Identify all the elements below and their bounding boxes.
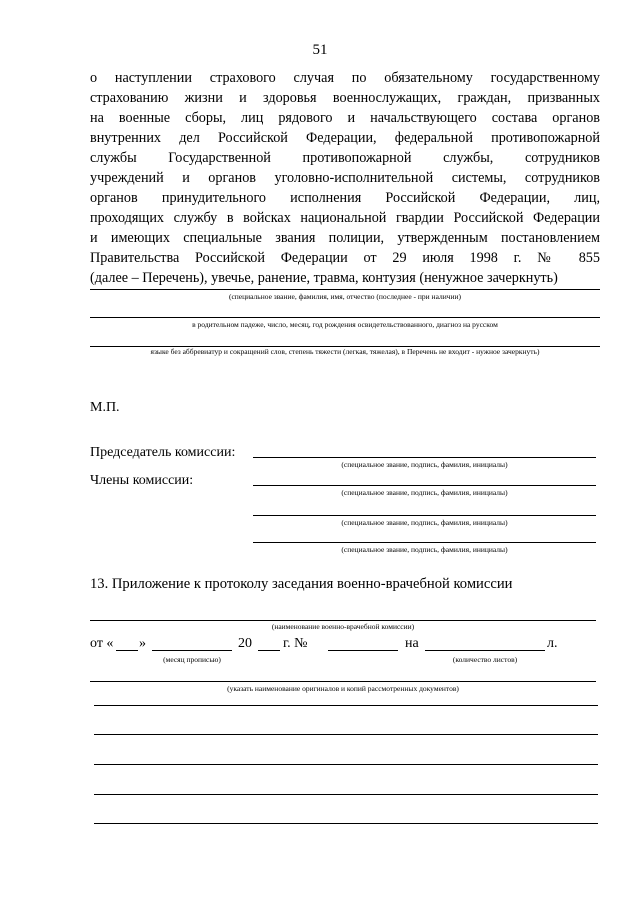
month-field[interactable] — [152, 650, 232, 651]
year-field[interactable] — [258, 650, 280, 651]
protocol-number-field[interactable] — [328, 650, 398, 651]
fill-line-documents[interactable] — [90, 681, 596, 682]
sheets-suffix: л. — [547, 636, 558, 651]
paragraph-line: службы Государственной противопожарной службы, сотрудников — [90, 150, 600, 166]
caption-commission-name: (наименование военно-врачебной комиссии) — [271, 622, 415, 631]
page-number: 51 — [312, 42, 328, 58]
paragraph-line: Правительства Российской Федерации от 29 июля 1998 г. № 855 — [90, 250, 600, 266]
paragraph-line: на военные сборы, лиц рядового и начальствующего состава органов — [90, 110, 600, 126]
caption-documents: (указать наименование оригиналов и копий рассмотренных документов) — [227, 684, 459, 693]
paragraph-line: страхованию жизни и здоровья военнослужащих, граждан, призванных — [90, 90, 600, 106]
members-label: Члены комиссии: — [90, 473, 194, 488]
chairman-label: Председатель комиссии: — [90, 445, 236, 460]
year-prefix: 20 — [238, 636, 252, 651]
date-close-quote: » — [139, 636, 146, 651]
section-title: 13. Приложение к протоколу заседания военно-врачебной комиссии — [90, 576, 513, 592]
caption-chairman-signature: (специальное звание, подпись, фамилия, инициалы) — [341, 460, 508, 469]
blank-line[interactable] — [94, 764, 598, 765]
paragraph-line: и имеющих специальные звания полиции, утвержденным постановлением — [90, 230, 600, 246]
date-from-label: от « — [90, 636, 114, 651]
paragraph-line: органов принудительного исполнения Российской Федерации, лиц, — [90, 190, 600, 206]
member-signature-line-2[interactable] — [253, 515, 596, 516]
paragraph-line: о наступлении страхового случая по обязательному государственному — [90, 70, 600, 86]
year-suffix: г. № — [283, 636, 308, 651]
caption-severity: языке без аббревиатур и сокращений слов, степень тяжести (легкая, тяжелая), в Перечень не входит - нужное зачеркнуть) — [150, 347, 540, 356]
day-field[interactable] — [116, 650, 138, 651]
paragraph — [90, 68, 600, 288]
paragraph-line: внутренних дел Российской Федерации, федеральной противопожарной — [90, 130, 600, 146]
caption-member-signature-2: (специальное звание, подпись, фамилия, инициалы) — [341, 518, 508, 527]
caption-member-signature-1: (специальное звание, подпись, фамилия, инициалы) — [341, 488, 508, 497]
fill-line-case-details[interactable] — [90, 317, 600, 318]
chairman-signature-line[interactable] — [253, 457, 596, 458]
on-label: на — [405, 636, 419, 651]
caption-case-details: в родительном падеже, число, месяц, год рождения освидетельствованного, диагноз на русском — [192, 320, 498, 329]
paragraph-line: (далее – Перечень), увечье, ранение, травма, контузия (ненужное зачеркнуть) — [90, 270, 558, 286]
caption-rank-name: (специальное звание, фамилия, имя, отчество (последнее - при наличии) — [228, 292, 462, 301]
caption-member-signature-3: (специальное звание, подпись, фамилия, инициалы) — [341, 545, 508, 554]
member-signature-line-1[interactable] — [253, 485, 596, 486]
blank-line[interactable] — [94, 734, 598, 735]
blank-line[interactable] — [94, 705, 598, 706]
paragraph-line: проходящих службу в войсках национальной гвардии Российской Федерации — [90, 210, 600, 226]
member-signature-line-3[interactable] — [253, 542, 596, 543]
blank-line[interactable] — [94, 823, 598, 824]
fill-line-rank-name[interactable] — [90, 289, 600, 290]
blank-line[interactable] — [94, 794, 598, 795]
fill-line-commission-name[interactable] — [90, 620, 596, 621]
paragraph-line: учреждений и органов уголовно-исполнительной системы, сотрудников — [90, 170, 600, 186]
caption-month: (месяц прописью) — [163, 655, 221, 664]
caption-sheets: (количество листов) — [452, 655, 518, 664]
sheet-count-field[interactable] — [425, 650, 545, 651]
seal-mark: М.П. — [90, 400, 120, 415]
